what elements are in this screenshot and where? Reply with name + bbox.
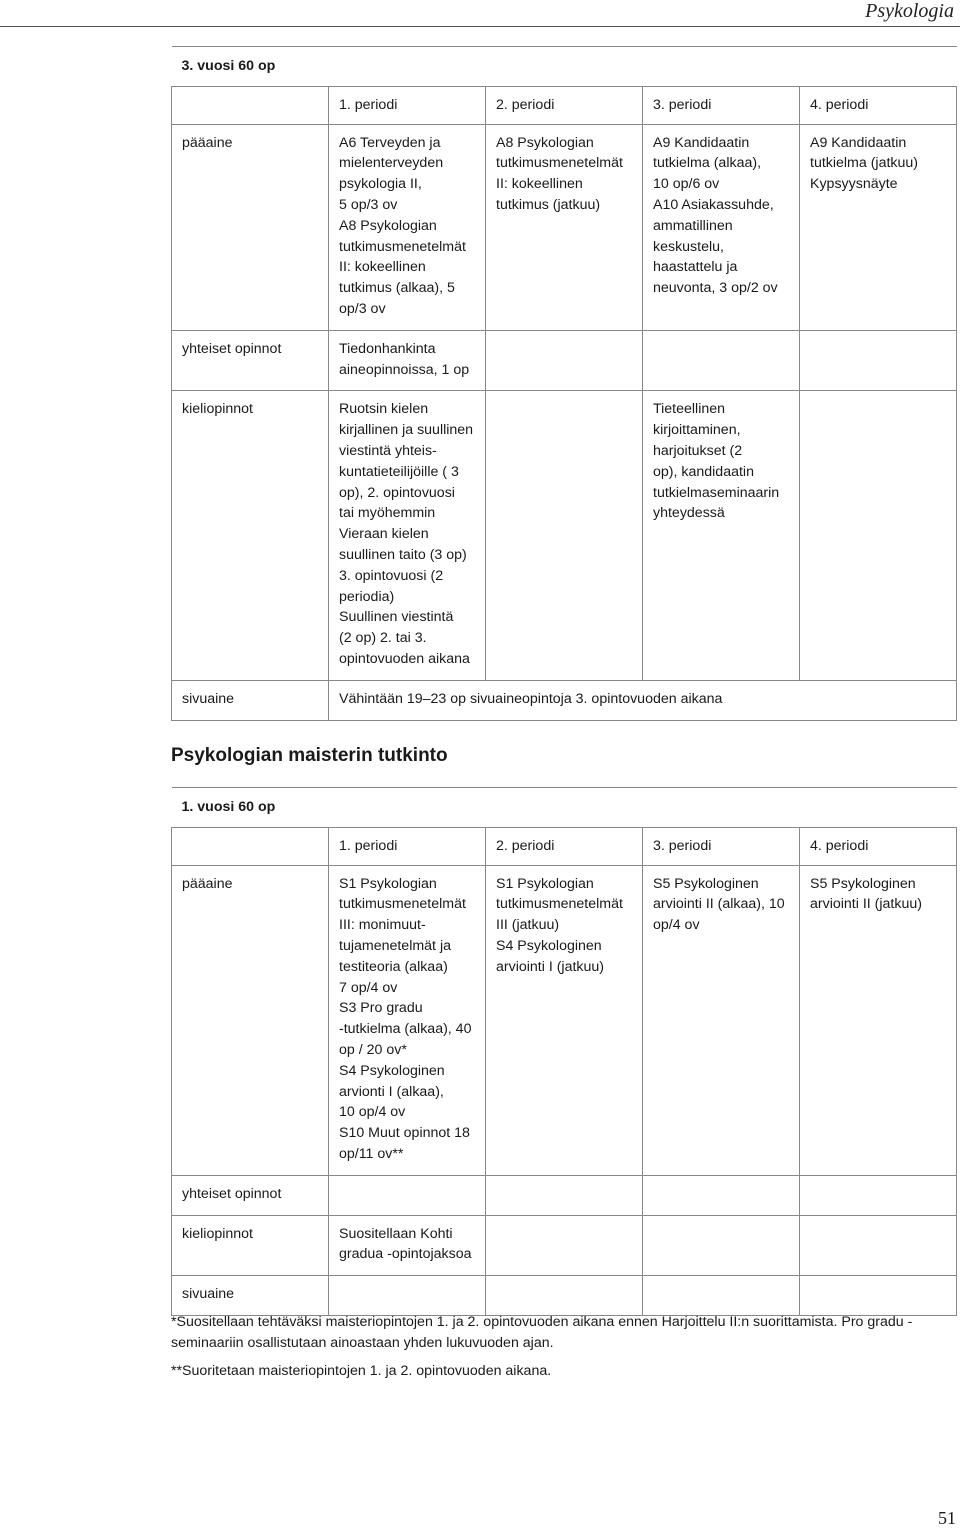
period-header: 1. periodi [329,86,486,124]
course-cell [643,1276,800,1316]
course-cell: A9 Kandidaatin tutkielma (jatkuu) Kypsyysnäyte [800,124,957,330]
corner-cell [172,86,329,124]
course-cell: Ruotsin kielen kirjallinen ja suullinen viestintä yhteis- kuntatieteilijöille ( 3 op), 2. opintovuosi tai myöhemmin Vieraan kielen suullinen taito (3 op) 3. opintovuosi (2 periodia) Suullinen viestintä (2 op) 2. tai 3. opintovuoden aikana [329,391,486,680]
footnote: **Suoritetaan maisteriopintojen 1. ja 2. opintovuoden aikana. [171,1363,552,1379]
header-rule [0,26,960,27]
course-cell: Tieteellinen kirjoittaminen, harjoitukset (2 op), kandidaatin tutkielmaseminaarin yhteydessä [643,391,800,680]
course-cell [800,1215,957,1276]
row-label: yhteiset opinnot [172,330,329,391]
period-header: 2. periodi [486,827,643,865]
course-cell: S1 Psykologian tutkimusmenetelmät III (jatkuu) S4 Psykologinen arviointi I (jatkuu) [486,865,643,1175]
section-heading: Psykologian maisterin tutkinto [171,745,448,766]
period-header: 3. periodi [643,827,800,865]
running-header: Psykologia [865,0,954,22]
course-cell [486,1175,643,1215]
course-cell [800,1276,957,1316]
footnote: *Suositellaan tehtäväksi maisteriopintojen 1. ja 2. opintovuoden aikana ennen Harjoittelu II:n suorittamista. Pro gradu -seminaariin osallistutaan ainoastaan yhden lukuvuoden ajan. [171,1314,913,1351]
row-label: pääaine [172,124,329,330]
study-plan-table-year-1 [171,787,957,1316]
study-plan-table-year-3 [171,46,957,721]
corner-cell [172,827,329,865]
course-cell [486,1276,643,1316]
period-header: 1. periodi [329,827,486,865]
row-label: yhteiset opinnot [172,1175,329,1215]
course-cell [329,1175,486,1215]
course-cell: A9 Kandidaatin tutkielma (alkaa), 10 op/6 ov A10 Asiakassuhde, ammatillinen keskustelu, haastattelu ja neuvonta, 3 op/2 ov [643,124,800,330]
period-header: 3. periodi [643,86,800,124]
course-cell: S5 Psykologinen arviointi II (jatkuu) [800,865,957,1175]
course-cell [486,330,643,391]
period-header: 4. periodi [800,827,957,865]
course-cell [800,1175,957,1215]
course-cell: A8 Psykologian tutkimusmenetelmät II: kokeellinen tutkimus (jatkuu) [486,124,643,330]
row-label: sivuaine [172,1276,329,1316]
course-cell: Tiedonhankinta aineopinnoissa, 1 op [329,330,486,391]
course-cell: S1 Psykologian tutkimusmenetelmät III: monimuut- tujamenetelmät ja testiteoria (alkaa) 7 op/4 ov S3 Pro gradu -tutkielma (alkaa), 40 op / 20 ov* S4 Psykologinen arvionti I (alkaa), 10 op/4 ov S10 Muut opinnot 18 op/11 ov** [329,865,486,1175]
row-label: sivuaine [172,680,329,720]
course-cell [486,1215,643,1276]
table-title: 1. vuosi 60 op [172,788,957,828]
course-cell [643,1175,800,1215]
row-label: kieliopinnot [172,1215,329,1276]
course-cell [800,391,957,680]
course-cell [486,391,643,680]
course-cell: A6 Terveyden ja mielenterveyden psykologia II, 5 op/3 ov A8 Psykologian tutkimusmenetelmät II: kokeellinen tutkimus (alkaa), 5 op/3 ov [329,124,486,330]
course-cell: S5 Psykologinen arviointi II (alkaa), 10 op/4 ov [643,865,800,1175]
period-header: 4. periodi [800,86,957,124]
course-cell: Suositellaan Kohti gradua -opintojaksoa [329,1215,486,1276]
footnotes [171,1312,960,1389]
table-title: 3. vuosi 60 op [172,47,957,87]
course-cell [643,330,800,391]
course-cell [643,1215,800,1276]
row-label: kieliopinnot [172,391,329,680]
course-cell [800,330,957,391]
page-number: 51 [938,1508,956,1528]
row-label: pääaine [172,865,329,1175]
minor-subject-note: Vähintään 19–23 op sivuaineopintoja 3. opintovuoden aikana [329,680,957,720]
period-header: 2. periodi [486,86,643,124]
course-cell [329,1276,486,1316]
